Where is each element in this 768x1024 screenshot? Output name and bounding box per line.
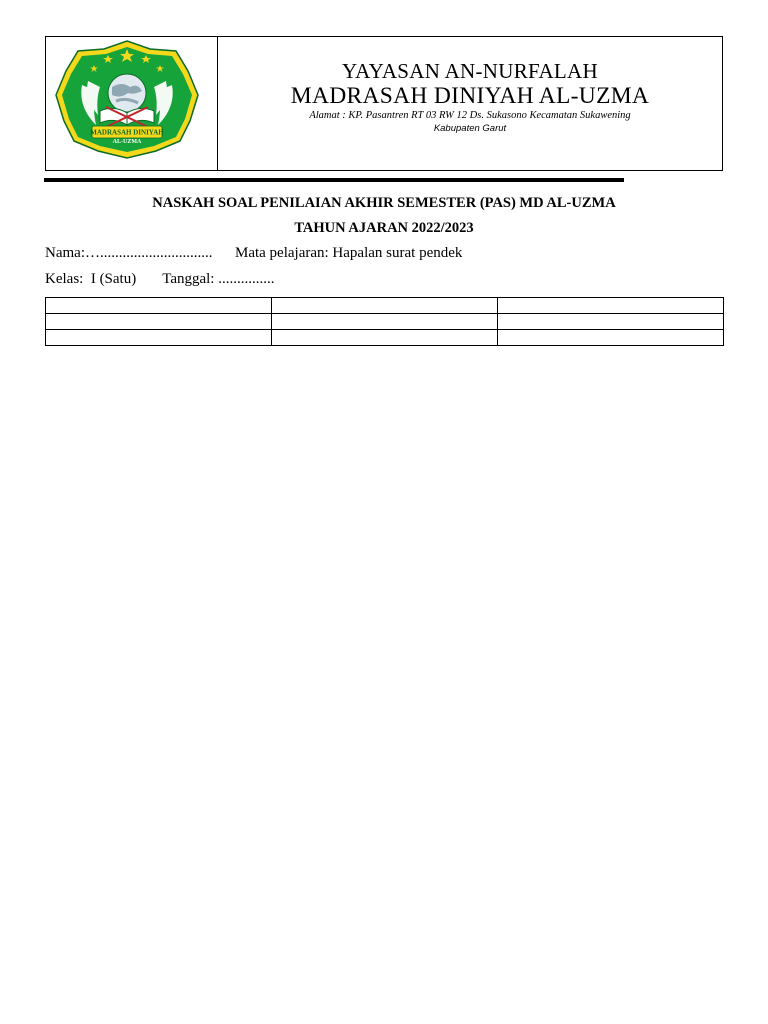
address-line: Alamat : KP. Pasantren RT 03 RW 12 Ds. Sukasono Kecamatan Sukawening bbox=[309, 110, 631, 121]
table-cell bbox=[498, 330, 724, 346]
region-line: Kabupaten Garut bbox=[433, 123, 507, 134]
emblem-text-line1: MADRASAH DINIYAH bbox=[90, 128, 164, 137]
table-cell bbox=[46, 298, 272, 314]
logo-cell bbox=[46, 37, 218, 170]
letterhead bbox=[45, 36, 723, 171]
table-cell bbox=[272, 330, 498, 346]
student-name-subject-line: Nama:….............................. Mata pelajaran: Hapalan surat pendek bbox=[45, 245, 463, 261]
foundation-name: YAYASAN AN-NURFALAH bbox=[342, 59, 598, 83]
table-cell bbox=[272, 314, 498, 330]
table-cell bbox=[498, 314, 724, 330]
header-divider bbox=[44, 178, 624, 182]
academic-year: TAHUN AJARAN 2022/2023 bbox=[294, 220, 474, 236]
table-row bbox=[46, 330, 724, 346]
class-date-line: Kelas: I (Satu) Tanggal: ............... bbox=[45, 271, 275, 287]
table-cell bbox=[272, 298, 498, 314]
table-row bbox=[46, 298, 724, 314]
table-cell bbox=[46, 330, 272, 346]
madrasah-emblem-icon bbox=[52, 37, 202, 159]
emblem-text-line2: AL-UZMA bbox=[112, 139, 142, 145]
table-row bbox=[46, 314, 724, 330]
answer-table bbox=[45, 297, 724, 346]
table-cell bbox=[46, 314, 272, 330]
letterhead-title-block bbox=[218, 37, 722, 170]
school-name: MADRASAH DINIYAH AL-UZMA bbox=[290, 83, 650, 109]
table-cell bbox=[498, 298, 724, 314]
exam-title: NASKAH SOAL PENILAIAN AKHIR SEMESTER (PAS) MD AL-UZMA bbox=[152, 195, 616, 211]
